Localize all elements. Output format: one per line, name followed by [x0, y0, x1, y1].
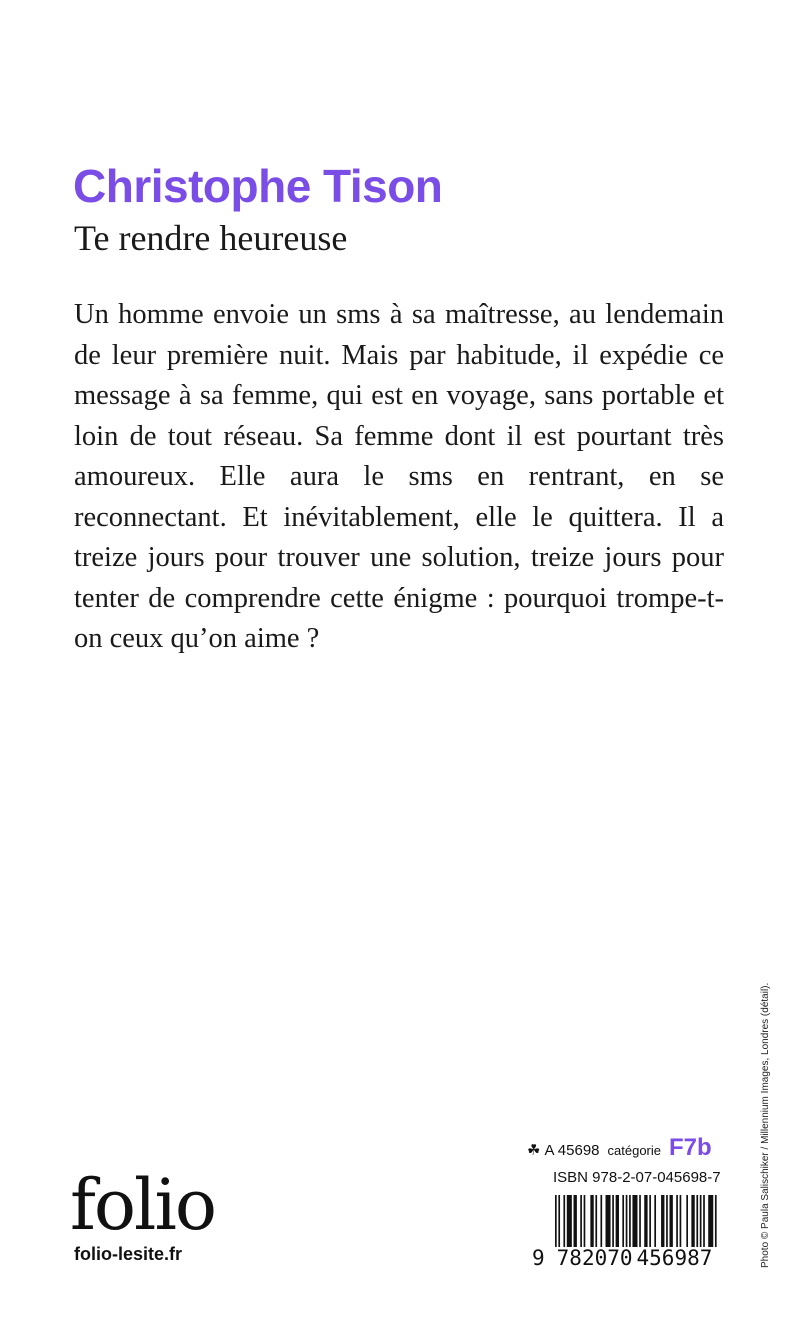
isbn: ISBN 978-2-07-045698-7 [553, 1169, 721, 1186]
barcode [555, 1195, 720, 1247]
folio-logo: folio [70, 1164, 215, 1246]
blurb-text: Un homme envoie un sms à sa maîtresse, au lendemain de leur première nuit. Mais par habitude, il expédie ce message à sa femme, qui est en voyage, sans portable et loin de tout réseau. Sa femme dont il est pourtant très amoureux. Elle aura le sms en rentrant, en se reconnectant. Et inévitablement, elle le quittera. Il a treize jours pour trouver une solution, treize jours pour tenter de comprendre cette énigme : pourquoi trompe-t-on ceux qu’on aime ? [74, 299, 724, 654]
category-code: F7b [669, 1134, 712, 1161]
barcode-group-2: 456987 [636, 1246, 713, 1270]
barcode-lead-digit: 9 [532, 1246, 545, 1270]
catalog-code-row [527, 1134, 712, 1162]
publisher-website-link[interactable]: folio-lesite.fr [74, 1244, 183, 1264]
barcode-digits [532, 1246, 712, 1270]
photo-credit: Photo © Paula Salischiker / Millennium Images, Londres (détail). [760, 982, 771, 1268]
author-name: Christophe Tison [73, 160, 443, 212]
catalog-code: A 45698 [544, 1142, 600, 1159]
clover-icon: ☘ [527, 1142, 541, 1159]
barcode-group-1: 782070 [556, 1246, 633, 1270]
category-label: catégorie [607, 1143, 661, 1158]
book-title: Te rendre heureuse [74, 218, 348, 258]
